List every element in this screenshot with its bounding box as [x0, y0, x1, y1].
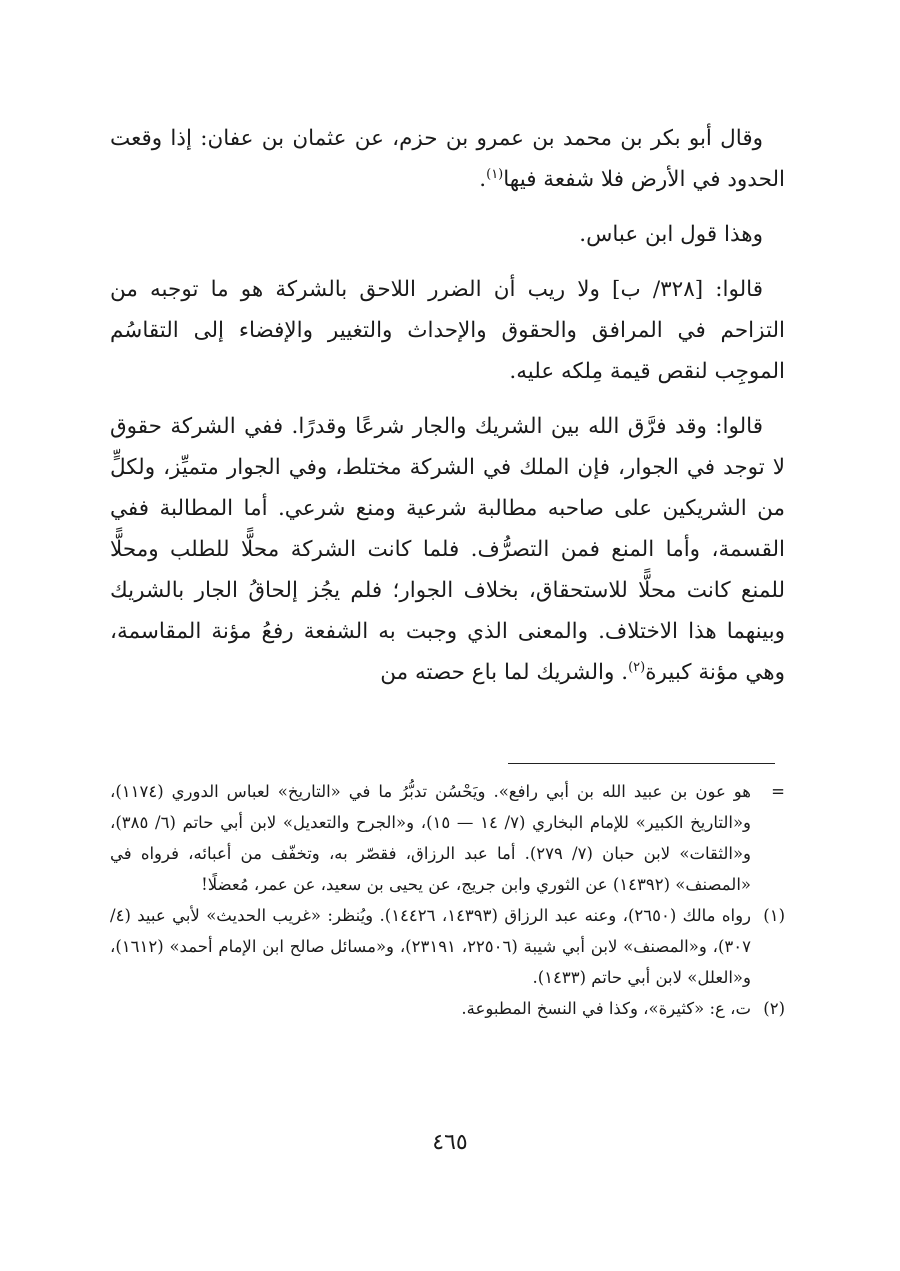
footnote-2 [110, 993, 785, 1024]
main-text [110, 118, 785, 707]
footnote-1 [110, 900, 785, 993]
footnote-text: رواه مالك (٢٦٥٠)، وعنه عبد الرزاق (١٤٣٩٣، ١٤٤٢٦). ويُنظر: «غريب الحديث» لأبي عبيد (٤/ ٣٠٧)، و«المصنف» لابن أبي شيبة (٢٢٥٠٦، ٢٣١٩١)، و«مسائل صالح ابن الإمام أحمد» (١٦١٢)، و«العلل» لابن أبي حاتم (١٤٣٣). [110, 906, 752, 987]
footnote-ref-1[interactable]: (١) [486, 166, 504, 182]
footnote-mark: (١) [763, 906, 785, 925]
page-number: ٤٦٥ [432, 1130, 468, 1155]
paragraph-4: قالوا: وقد فرَّق الله بين الشريك والجار شرعًا وقدرًا. ففي الشركة حقوق لا توجد في الجوار، فإن الملك في الشركة مختلط، وفي الجوار متميِّز، ولكلٍّ من الشريكين على صاحبه مطالبة شرعية ومنع شرعي. أما المطالبة ففي القسمة، وأما المنع فمن التصرُّف. فلما كانت الشركة محلًّا للطلب ومحلًّا للمنع كانت محلًّا للاستحقاق، بخلاف الجوار؛ فلم يجُز إلحاقُ الجار بالشريك وبينهما هذا الاختلاف. والمعنى الذي وجبت به الشفعة رفعُ مؤنة المقاسمة، وهي مؤنة كبيرة$^{(٢)}$. والشريك لما باع حصته من [110, 414, 785, 685]
footnotes [110, 776, 785, 1024]
footnote-separator [508, 763, 775, 764]
footnote-ref-2[interactable]: (٢) [628, 659, 646, 675]
paragraph-2: وهذا قول ابن عباس. [579, 222, 763, 247]
paragraph-3: قالوا: [٣٢٨/ ب] ولا ريب أن الضرر اللاحق بالشركة هو ما توجبه من التزاحم في المرافق والحقوق والإحداث والتغيير والإفضاء إلى التقاسُم الموجِب لنقص قيمة مِلكه عليه. [110, 277, 785, 384]
footnote-text: ت، ع: «كثيرة»، وكذا في النسخ المطبوعة. [461, 999, 751, 1018]
footnote-continued [110, 776, 785, 900]
footnote-mark: = [771, 782, 785, 801]
paragraph-1: وقال أبو بكر بن محمد بن عمرو بن حزم، عن عثمان بن عفان: إذا وقعت الحدود في الأرض فلا شفعة فيها$^{(١)}$. [110, 126, 785, 192]
footnote-text: هو عون بن عبيد الله بن أبي رافع». ويَحْسُن تدبُّرُ ما في «التاريخ» لعباس الدوري (١١٧٤)، و«التاريخ الكبير» للإمام البخاري (٧/ ١٤ — ١٥)، و«الجرح والتعديل» لابن أبي حاتم (٦/ ٣٨٥)، و«الثقات» لابن حبان (٧/ ٢٧٩). أما عبد الرزاق، فقصّر به، وتخفّف من أعبائه، فرواه في «المصنف» (١٤٣٩٢) عن الثوري وابن جريج، عن يحيى بن سعيد، عن عمر، مُعضلًا! [110, 782, 752, 894]
footnote-mark: (٢) [763, 999, 785, 1018]
